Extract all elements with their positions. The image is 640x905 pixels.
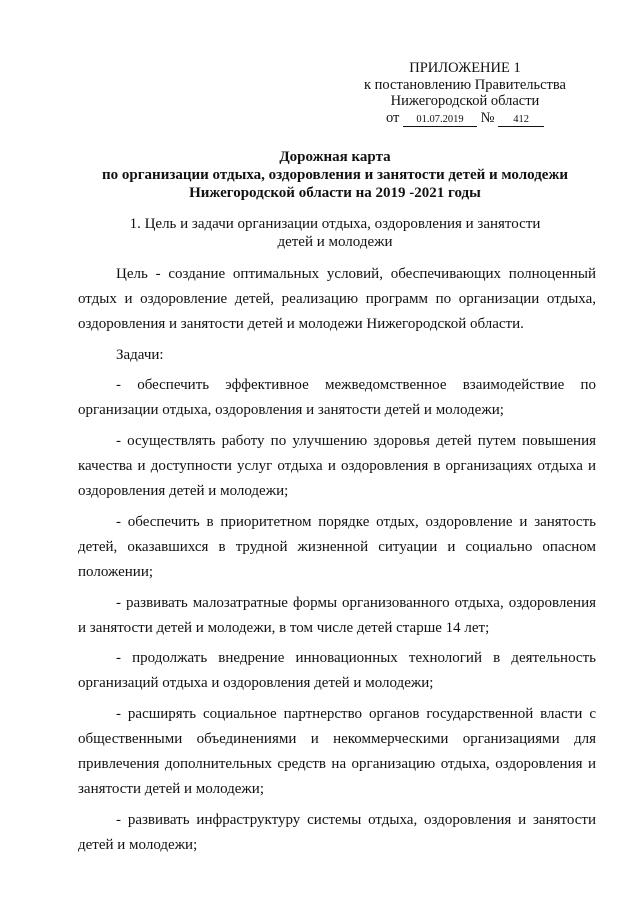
- task-item: - расширять социальное партнерство органов государственной власти с общественными объединениями и некоммерческими организациями для привлечения дополнительных средств на организацию отдыха, оздоровления и занятости детей и молодежи;: [78, 706, 596, 798]
- appendix-region-line: Нижегородской области: [390, 93, 540, 109]
- appendix-header: [330, 60, 600, 127]
- goal-paragraph: Цель - создание оптимальных условий, обеспечивающих полноценный отдых и оздоровление детей, реализацию программ по организации отдыха, оздоровления и занятости детей и молодежи Нижегородской области.: [78, 266, 596, 333]
- task-item: - развивать малозатратные формы организованного отдыха, оздоровления и занятости детей и молодежи, в том числе детей старше 14 лет;: [78, 594, 596, 636]
- section-heading-line-2: детей и молодежи: [277, 234, 393, 250]
- date-value: 01.07.2019: [403, 114, 477, 127]
- appendix-title: ПРИЛОЖЕНИЕ 1: [409, 60, 521, 76]
- document-body: [78, 262, 596, 858]
- title-line-3: Нижегородской области на 2019 -2021 годы: [189, 185, 481, 201]
- appendix-date-line: [330, 110, 600, 127]
- date-label: от: [385, 109, 400, 126]
- document-title: [60, 148, 610, 202]
- task-item: - обеспечить в приоритетном порядке отдых, оздоровление и занятость детей, оказавшихся в трудной жизненной ситуации и социально опасном положении;: [78, 513, 596, 581]
- task-item: - обеспечить эффективное межведомственное взаимодействие по организации отдыха, оздоровления и занятости детей и молодежи;: [78, 377, 596, 419]
- appendix-resolution-line: к постановлению Правительства: [364, 76, 566, 93]
- tasks-heading: Задачи:: [116, 346, 164, 363]
- section-heading-line-1: 1. Цель и задачи организации отдыха, оздоровления и занятости: [129, 216, 541, 232]
- task-item: - развивать инфраструктуру системы отдыха, оздоровления и занятости детей и молодежи;: [78, 811, 596, 853]
- title-line-1: Дорожная карта: [279, 149, 391, 165]
- title-line-2: по организации отдыха, оздоровления и занятости детей и молодежи: [102, 167, 568, 183]
- number-value: 412: [498, 114, 544, 127]
- number-label: №: [480, 109, 495, 126]
- task-item: - продолжать внедрение инновационных технологий в деятельность организаций отдыха и оздоровления детей и молодежи;: [78, 650, 596, 692]
- section-heading: [80, 215, 590, 251]
- task-item: - осуществлять работу по улучшению здоровья детей путем повышения качества и доступности услуг отдыха и оздоровления в организациях отдыха и оздоровления детей и молодежи;: [78, 433, 596, 500]
